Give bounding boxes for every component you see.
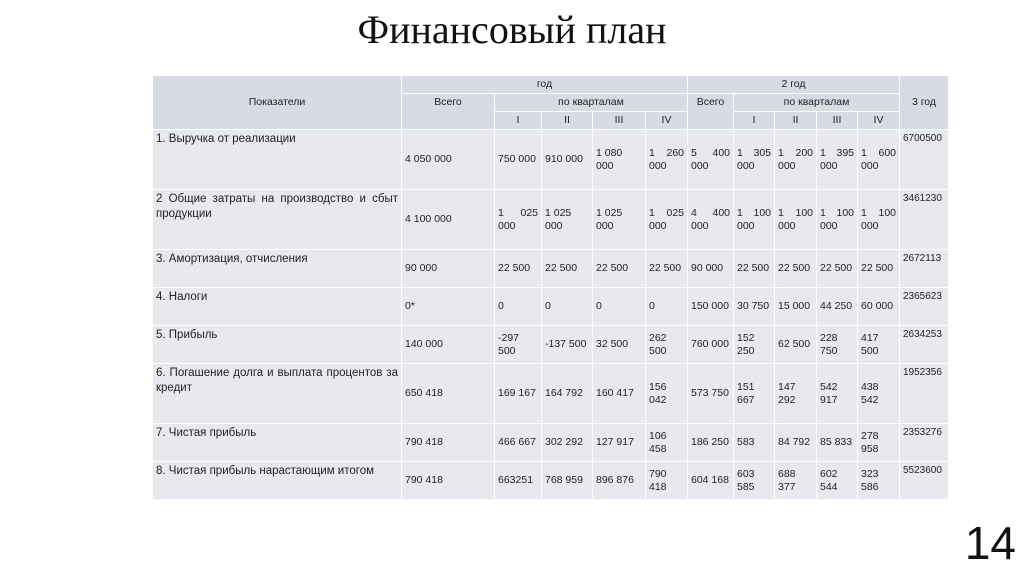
y1-q4-cell: 0 — [646, 288, 688, 326]
page-title: Финансовый план — [357, 7, 667, 52]
y1-total-cell: 90 000 — [402, 250, 495, 288]
y1-total-cell: 4 050 000 — [402, 130, 495, 190]
y2-total-cell: 150 000 — [688, 288, 734, 326]
y1-q3-cell: 127 917 — [593, 424, 646, 462]
y1-q2-cell: 22 500 — [542, 250, 593, 288]
y1-q3-cell: 1 080 000 — [593, 130, 646, 190]
y3-cell: 1952356 — [900, 364, 949, 424]
table-row — [153, 130, 949, 190]
y1-q4-cell: 1 260 000 — [646, 130, 688, 190]
row-label: 7. Чистая прибыль — [153, 424, 402, 462]
y2-q4-cell: 438 542 — [858, 364, 900, 424]
y1-q2-cell: 0 — [542, 288, 593, 326]
y2-q4-cell: 417 500 — [858, 326, 900, 364]
y2-q1-cell: 1 305 000 — [734, 130, 775, 190]
header-y1-total: Всего — [402, 94, 495, 130]
y2-total-cell: 5 400 000 — [688, 130, 734, 190]
y1-q1-cell: 169 167 — [495, 364, 542, 424]
y3-cell: 2634253 — [900, 326, 949, 364]
header-y1-q2: II — [542, 112, 593, 130]
y1-q2-cell: -137 500 — [542, 326, 593, 364]
y2-q3-cell: 542 917 — [817, 364, 858, 424]
y2-q3-cell: 1 100 000 — [817, 190, 858, 250]
y1-q4-cell: 262 500 — [646, 326, 688, 364]
y2-q4-cell: 60 000 — [858, 288, 900, 326]
y1-q1-cell: 750 000 — [495, 130, 542, 190]
header-y1-q4: IV — [646, 112, 688, 130]
table-row — [153, 190, 949, 250]
y1-total-cell: 790 418 — [402, 424, 495, 462]
y2-q4-cell: 1 600 000 — [858, 130, 900, 190]
y1-q3-cell: 896 876 — [593, 462, 646, 500]
y2-q1-cell: 583 — [734, 424, 775, 462]
financial-plan-table — [152, 75, 949, 500]
y2-q2-cell: 147 292 — [775, 364, 817, 424]
table-row — [153, 462, 949, 500]
y1-q2-cell: 1 025 000 — [542, 190, 593, 250]
header-y1-by-quarters: по кварталам — [495, 94, 688, 112]
y1-total-cell: 140 000 — [402, 326, 495, 364]
y1-q2-cell: 768 959 — [542, 462, 593, 500]
y2-q3-cell: 228 750 — [817, 326, 858, 364]
table-row — [153, 326, 949, 364]
y3-cell: 2672113 — [900, 250, 949, 288]
row-label: 1. Выручка от реализации — [153, 130, 402, 190]
y1-total-cell: 650 418 — [402, 364, 495, 424]
y2-total-cell: 760 000 — [688, 326, 734, 364]
y1-q1-cell: 466 667 — [495, 424, 542, 462]
header-year3: 3 год — [900, 76, 949, 130]
y2-q4-cell: 1 100 000 — [858, 190, 900, 250]
header-y2-q2: II — [775, 112, 817, 130]
y1-q1-cell: 0 — [495, 288, 542, 326]
y1-q4-cell: 790 418 — [646, 462, 688, 500]
header-y2-total: Всего — [688, 94, 734, 130]
y1-q3-cell: 160 417 — [593, 364, 646, 424]
y1-q2-cell: 302 292 — [542, 424, 593, 462]
y2-q1-cell: 151 667 — [734, 364, 775, 424]
y1-q2-cell: 910 000 — [542, 130, 593, 190]
y2-q3-cell: 1 395 000 — [817, 130, 858, 190]
y1-q3-cell: 0 — [593, 288, 646, 326]
y2-total-cell: 604 168 — [688, 462, 734, 500]
header-year1: год — [402, 76, 688, 94]
y3-cell: 2365623 — [900, 288, 949, 326]
header-y1-q3: III — [593, 112, 646, 130]
row-label: 5. Прибыль — [153, 326, 402, 364]
table-row — [153, 250, 949, 288]
header-year2: 2 год — [688, 76, 900, 94]
y2-q3-cell: 44 250 — [817, 288, 858, 326]
y2-total-cell: 4 400 000 — [688, 190, 734, 250]
header-row-1 — [153, 76, 949, 94]
y3-cell: 2353276 — [900, 424, 949, 462]
y1-q1-cell: 1 025 000 — [495, 190, 542, 250]
y2-q1-cell: 22 500 — [734, 250, 775, 288]
y2-q1-cell: 152 250 — [734, 326, 775, 364]
y1-q3-cell: 1 025 000 — [593, 190, 646, 250]
y2-total-cell: 90 000 — [688, 250, 734, 288]
y2-q2-cell: 1 100 000 — [775, 190, 817, 250]
header-y2-q3: III — [817, 112, 858, 130]
y1-q1-cell: -297 500 — [495, 326, 542, 364]
header-indicators: Показатели — [153, 76, 402, 130]
y1-q1-cell: 22 500 — [495, 250, 542, 288]
y2-q4-cell: 22 500 — [858, 250, 900, 288]
table-row — [153, 288, 949, 326]
y2-q2-cell: 84 792 — [775, 424, 817, 462]
row-label: 8. Чистая прибыль нарастающим итогом — [153, 462, 402, 500]
y2-q1-cell: 1 100 000 — [734, 190, 775, 250]
y1-total-cell: 4 100 000 — [402, 190, 495, 250]
y1-total-cell: 790 418 — [402, 462, 495, 500]
y2-q4-cell: 278 958 — [858, 424, 900, 462]
y2-q1-cell: 30 750 — [734, 288, 775, 326]
y2-q1-cell: 603 585 — [734, 462, 775, 500]
row-label: 6. Погашение долга и выплата процентов за кредит — [153, 364, 402, 424]
row-label: 3. Амортизация, отчисления — [153, 250, 402, 288]
y3-cell: 5523600 — [900, 462, 949, 500]
y2-q3-cell: 85 833 — [817, 424, 858, 462]
y2-total-cell: 573 750 — [688, 364, 734, 424]
y2-q2-cell: 1 200 000 — [775, 130, 817, 190]
y3-cell: 3461230 — [900, 190, 949, 250]
y2-total-cell: 186 250 — [688, 424, 734, 462]
table-row — [153, 364, 949, 424]
row-label: 2 Общие затраты на производство и сбыт продукции — [153, 190, 402, 250]
header-y1-q1: I — [495, 112, 542, 130]
y2-q3-cell: 602 544 — [817, 462, 858, 500]
y2-q2-cell: 62 500 — [775, 326, 817, 364]
y1-q4-cell: 22 500 — [646, 250, 688, 288]
y2-q2-cell: 15 000 — [775, 288, 817, 326]
y2-q4-cell: 323 586 — [858, 462, 900, 500]
header-y2-q1: I — [734, 112, 775, 130]
header-y2-by-quarters: по кварталам — [734, 94, 900, 112]
y1-q2-cell: 164 792 — [542, 364, 593, 424]
y1-q1-cell: 663251 — [495, 462, 542, 500]
y2-q2-cell: 22 500 — [775, 250, 817, 288]
row-label: 4. Налоги — [153, 288, 402, 326]
y3-cell: 6700500 — [900, 130, 949, 190]
header-y2-q4: IV — [858, 112, 900, 130]
y1-q4-cell: 106 458 — [646, 424, 688, 462]
y1-q4-cell: 156 042 — [646, 364, 688, 424]
y2-q2-cell: 688 377 — [775, 462, 817, 500]
y1-total-cell: 0* — [402, 288, 495, 326]
y1-q3-cell: 32 500 — [593, 326, 646, 364]
page-number: 14 — [964, 517, 1016, 569]
y1-q4-cell: 1 025 000 — [646, 190, 688, 250]
y1-q3-cell: 22 500 — [593, 250, 646, 288]
table-row — [153, 424, 949, 462]
y2-q3-cell: 22 500 — [817, 250, 858, 288]
